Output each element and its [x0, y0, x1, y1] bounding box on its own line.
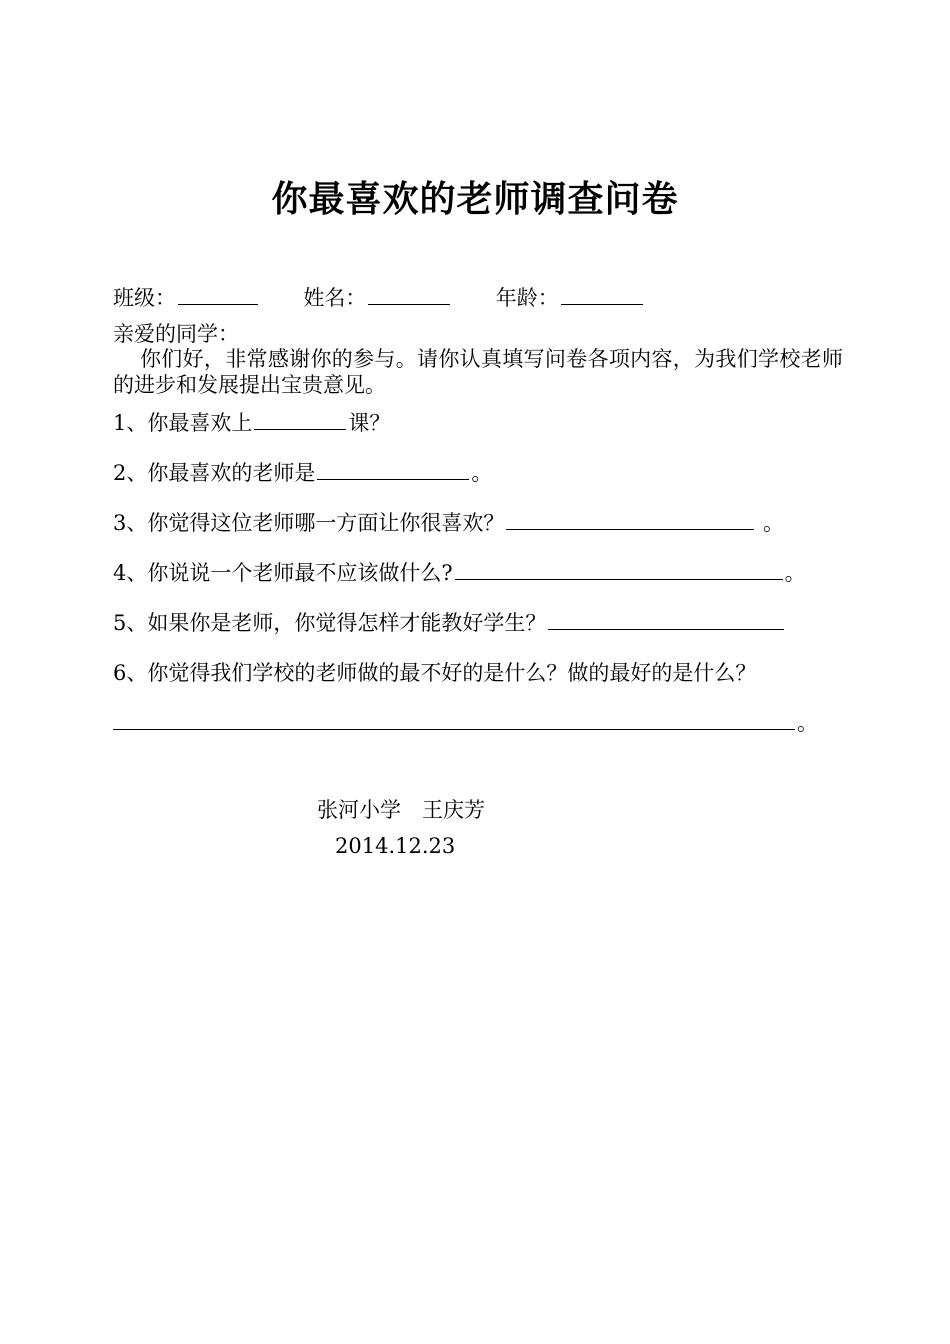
question-1-suffix: 课？: [348, 411, 391, 435]
question-4: [113, 559, 806, 587]
question-2-blank[interactable]: [317, 459, 469, 480]
question-2-suffix: 。: [471, 461, 493, 485]
question-2-text: 2、你最喜欢的老师是: [113, 461, 316, 485]
intro-paragraph: 你们好，非常感谢你的参与。请你认真填写问卷各项内容，为我们学校老师的进步和发展提出宝贵意见。: [113, 347, 843, 397]
question-5-blank[interactable]: [548, 609, 784, 630]
question-5-text: 5、如果你是老师，你觉得怎样才能教好学生？: [113, 611, 547, 635]
question-6-blank[interactable]: [113, 709, 795, 730]
question-3-text: 3、你觉得这位老师哪一方面让你很喜欢？: [113, 511, 505, 535]
class-blank[interactable]: [178, 284, 258, 305]
question-4-suffix: 。: [784, 561, 806, 585]
question-3: [113, 509, 784, 537]
class-label: 班级：: [113, 286, 176, 310]
question-1-text: 1、你最喜欢上: [113, 411, 253, 435]
page-title: 你最喜欢的老师调查问卷: [271, 179, 679, 220]
question-6: 6、你觉得我们学校的老师做的最不好的是什么？做的最好的是什么？: [113, 661, 757, 685]
question-2: [113, 459, 492, 487]
question-3-suffix: 。: [763, 511, 785, 535]
name-blank[interactable]: [368, 284, 450, 305]
question-5: [113, 609, 786, 637]
question-1-blank[interactable]: [254, 409, 346, 430]
question-6-suffix: 。: [797, 711, 818, 735]
age-label: 年龄：: [495, 286, 559, 310]
question-4-blank[interactable]: [455, 559, 783, 580]
question-3-blank[interactable]: [506, 509, 754, 530]
question-4-text: 4、你说说一个老师最不应该做什么?: [113, 561, 453, 585]
signature-date: 2014.12.23: [335, 834, 456, 858]
question-6-answer-row: [113, 709, 818, 737]
student-info-row: [113, 284, 645, 312]
name-label: 姓名：: [303, 286, 367, 310]
question-1: [113, 409, 390, 437]
greeting: 亲爱的同学：: [113, 322, 239, 346]
age-blank[interactable]: [561, 284, 643, 305]
signature-author: 张河小学 王庆芳: [317, 798, 485, 822]
